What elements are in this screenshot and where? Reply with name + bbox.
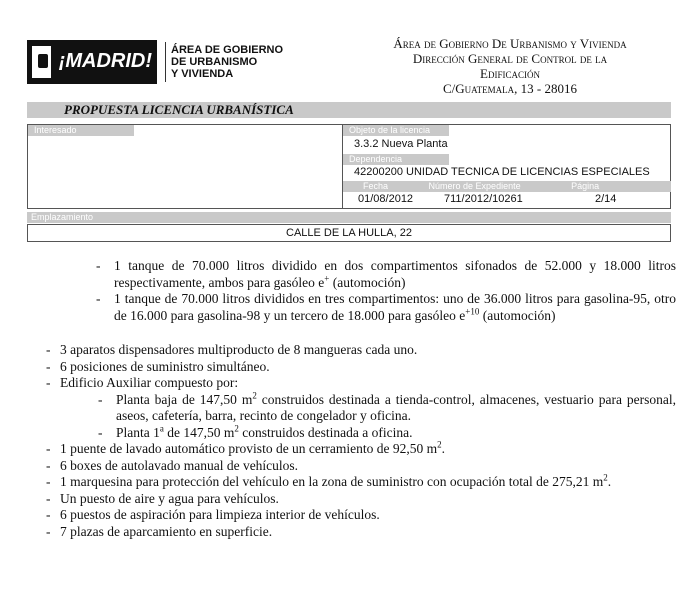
list-item: - Planta 1$^a$ de 147,50 $m^2$ construidos destinada a oficina. [98,423,413,440]
license-form [27,124,671,209]
list-item: - 1 puente de lavado automático provisto de un cerramiento de 92,50 $m^2$. [46,439,446,456]
dependencia-value: 42200200 UNIDAD TECNICA DE LICENCIAS ESPECIALES [354,166,650,178]
address-line: Área de Gobierno De Urbanismo y Vivienda [393,36,627,51]
list-item: - 1 marquesina para protección del vehículo en la zona de suministro con ocupación total de 275,21 $m^2$. [46,472,612,489]
expediente-value: 711/2012/10261 [444,193,523,205]
list-item: - Edificio Auxiliar compuesto por: [46,375,239,390]
coat-of-arms-icon [32,46,51,78]
list-item: - 6 puestos de aspiración para limpieza interior de vehículos. [46,507,380,522]
interesado-label: Interesado [28,125,134,136]
department-address [340,36,680,96]
list-item: - 6 posiciones de suministro simultáneo. [46,358,270,374]
emplazamiento-value: CALLE DE LA HULLA, 22 [27,224,671,242]
list-item: - Un puesto de aire y agua para vehículos. [46,490,279,506]
list-item: - 1 tanque de 70.000 litros dividido en dos compartimentos sifonados de 52.000 y 18.000 litros respectivamente, ambos para gasóleo e+ (automoción) [96,258,676,290]
interesado-cell [28,125,343,208]
expediente-label: Número de Expediente [428,181,521,191]
address-line: Dirección General de Control de la [412,51,608,66]
document-title: PROPUESTA LICENCIA URBANÍSTICA [64,102,294,117]
madrid-logo [27,38,284,85]
list-item: - Planta baja de 147,50 $m^2$ construidos destinada a tienda-control, almacenes, vestuario para personal, aseos, cafetería, barra, recinto de congelador y oficina. [98,390,676,423]
logo-word: ¡MADRID! [58,50,152,72]
logo-department [165,42,283,82]
list-item: - 3 aparatos dispensadores multiproducto de 8 mangueras cada uno. [46,342,418,357]
fecha-row-labels [343,181,671,192]
address-line: Edificación [480,66,540,81]
pagina-value: 2/14 [595,193,617,205]
list-item: - 6 boxes de autolavado manual de vehículos. [46,457,299,473]
logo-line: Y VIVIENDA [171,67,234,80]
fecha-label: Fecha [363,181,389,191]
objeto-value: 3.3.2 Nueva Planta [354,138,448,150]
logo-line: ÁREA DE GOBIERNO [171,43,284,56]
dependencia-label: Dependencia [343,154,449,165]
emplazamiento-label: Emplazamiento [27,212,671,223]
list-item: - 1 tanque de 70.000 litros divididos en tres compartimentos: uno de 36.000 litros para gasolina-95, otro de 16.000 para gasolina-98 y un tercero de 18.000 para gasóleo $e^{+10}$ (automoción) [96,291,676,323]
list-item: - 7 plazas de aparcamiento en superficie. [46,523,273,539]
fecha-value: 01/08/2012 [358,193,414,205]
objeto-label: Objeto de la licencia [343,125,449,136]
pagina-label: Página [571,181,600,191]
document-body [46,258,690,540]
logo-badge [27,40,157,84]
address-line: C/Guatemala, 13 - 28016 [443,81,577,96]
logo-line: DE URBANISMO [171,55,258,68]
